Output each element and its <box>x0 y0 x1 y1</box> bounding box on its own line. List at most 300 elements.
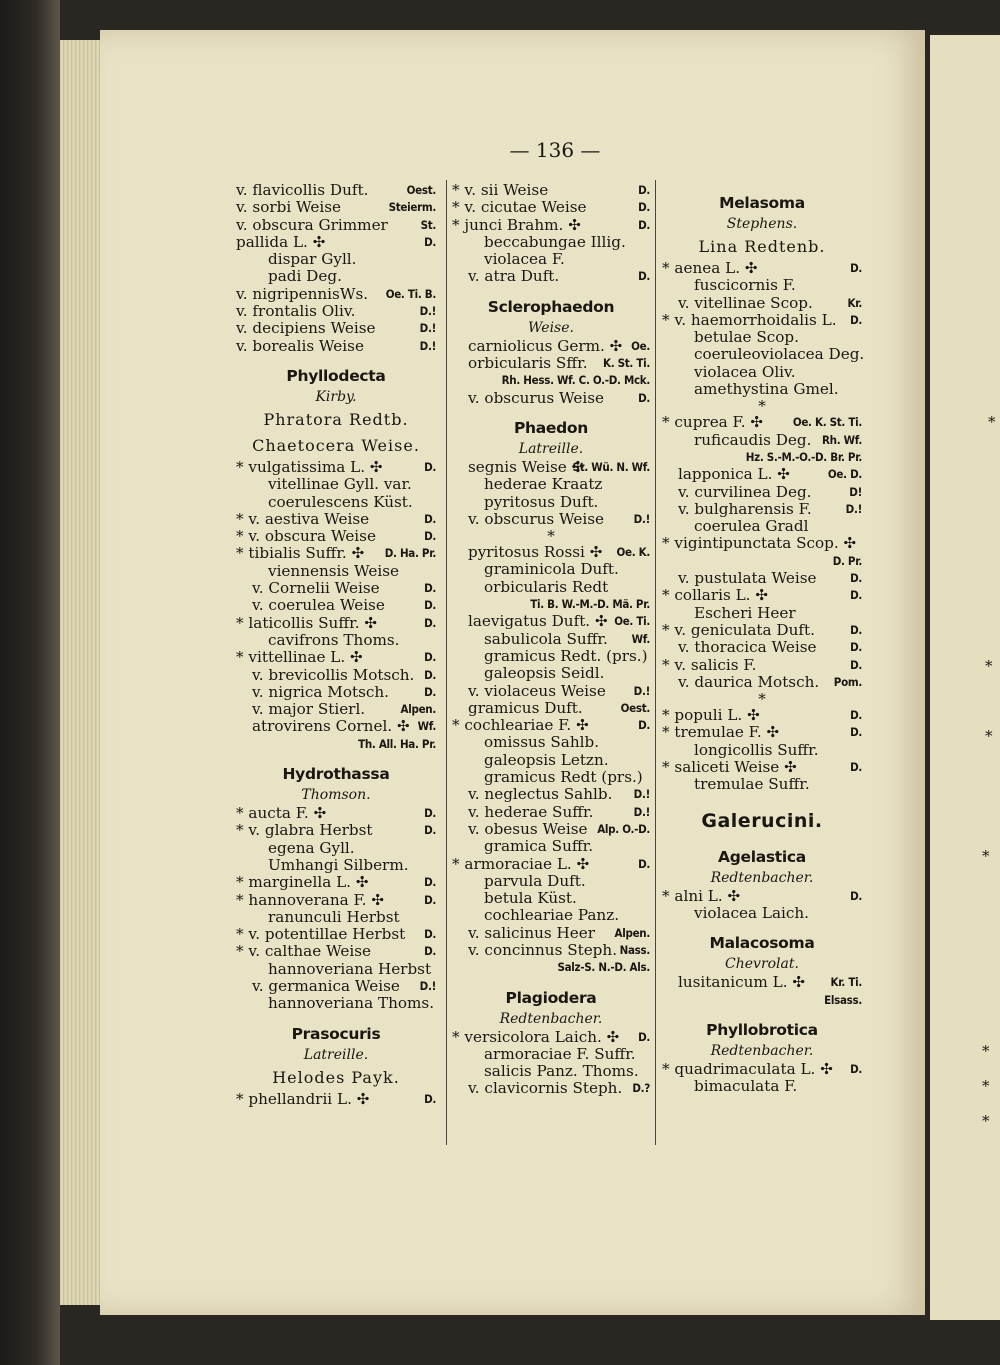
entry-name: * populi L. ✣ <box>662 706 760 725</box>
synonym-entry <box>236 251 436 268</box>
entry-name: v. obesus Weise <box>468 819 588 838</box>
synonym-genus: Phratora Redtb. <box>263 409 409 429</box>
entry-name: v. obscurus Weise <box>468 509 605 528</box>
distribution-region: D. <box>850 708 862 723</box>
distribution-region: Rh. Hess. Wf. C. O.-D. Mck. <box>501 373 650 388</box>
page-number: — 136 — <box>509 138 601 162</box>
entry-name: * aenea L. ✣ <box>662 259 758 277</box>
species-entry <box>662 484 862 501</box>
genus-heading: Melasoma <box>719 194 805 212</box>
synonym-entry <box>662 518 862 535</box>
distribution-region: D. <box>424 892 436 907</box>
entry-name: * v. geniculata Duft. <box>662 620 815 639</box>
book-spine <box>0 0 60 1365</box>
species-entry <box>452 217 650 234</box>
distribution-region: D. <box>424 529 436 544</box>
distribution-region: D.! <box>419 321 436 336</box>
entry-name: * cochleariae F. ✣ <box>452 716 589 735</box>
distribution-region: D. Pr. <box>832 553 862 568</box>
distribution-region: D. <box>638 200 650 215</box>
entry-name: * v. potentillae Herbst <box>236 925 406 944</box>
distribution-region: D. <box>850 888 862 903</box>
species-entry <box>662 414 862 431</box>
distribution-region: D. <box>424 684 436 699</box>
distribution-continuation <box>662 992 862 1009</box>
entry-name: * hannoverana F. ✣ <box>236 890 385 909</box>
species-entry <box>662 587 862 604</box>
species-entry <box>452 683 650 700</box>
synonym-entry <box>236 961 436 978</box>
distribution-region: Th. All. Ha. Pr. <box>358 736 436 751</box>
genus-heading: Phyllodecta <box>286 366 386 385</box>
distribution-region: D! <box>849 484 862 499</box>
species-entry <box>452 700 650 717</box>
species-entry <box>662 570 862 587</box>
column-left <box>236 182 436 1108</box>
next-page-edge <box>930 35 1000 1320</box>
entry-name: dispar Gyll. <box>268 250 357 269</box>
entry-name: gramicus Redt. (prs.) <box>484 646 648 665</box>
species-entry <box>452 942 650 959</box>
genus-heading: Phyllobrotica <box>706 1020 818 1039</box>
entry-name: gramicus Redt (prs.) <box>484 768 643 787</box>
species-entry <box>452 925 650 942</box>
species-entry <box>452 856 650 873</box>
entry-name: lusitanicum L. ✣ <box>678 973 806 992</box>
species-entry <box>452 390 650 407</box>
synonym-entry <box>452 494 650 511</box>
species-entry <box>236 545 436 562</box>
entry-name: * v. obscura Weise <box>236 527 376 546</box>
entry-name: * tremulae F. ✣ <box>662 723 780 742</box>
entry-name: parvula Duft. <box>484 871 586 890</box>
synonym-entry <box>662 1078 862 1095</box>
entry-name: * quadrimaculata L. ✣ <box>662 1059 833 1078</box>
next-page-mark: * <box>985 727 993 745</box>
distribution-region: D. <box>850 725 862 740</box>
distribution-region: St. <box>420 217 436 232</box>
distribution-region: Oe. K. <box>616 545 650 560</box>
species-entry <box>662 974 862 991</box>
distribution-region: D. <box>424 875 436 890</box>
species-entry <box>236 892 436 909</box>
distribution-region: D. <box>424 615 436 630</box>
page-edges <box>60 40 105 1305</box>
synonym-entry <box>452 665 650 682</box>
species-entry <box>662 295 862 312</box>
entry-name: egena Gyll. <box>268 838 355 857</box>
genus-heading: Agelastica <box>718 847 806 866</box>
entry-name: Escheri Heer <box>694 603 796 622</box>
distribution-region: Wf. <box>631 631 650 646</box>
entry-name: carniolicus Germ. ✣ <box>468 336 623 355</box>
species-entry <box>236 874 436 891</box>
distribution-region: D.! <box>419 304 436 319</box>
entry-name: * vulgatissima L. ✣ <box>236 457 383 476</box>
entry-name: tremulae Suffr. <box>694 775 810 794</box>
distribution-continuation <box>662 449 862 466</box>
species-entry <box>662 639 862 656</box>
entry-name: gramicus Duft. <box>468 698 583 717</box>
species-entry <box>236 303 436 320</box>
distribution-continuation <box>452 596 650 613</box>
entry-name: violacea Oliv. <box>694 362 796 381</box>
entry-name: * collaris L. ✣ <box>662 586 769 605</box>
entry-name: v. hederae Suffr. <box>468 802 594 821</box>
entry-name: betulae Scop. <box>694 328 799 347</box>
species-entry <box>236 1091 436 1108</box>
distribution-region: D. <box>424 511 436 526</box>
entry-name: cochleariae Panz. <box>484 906 620 925</box>
distribution-region: D. <box>850 588 862 603</box>
separator-asterisk: * <box>547 527 555 546</box>
species-entry <box>236 684 436 701</box>
entry-name: v. clavicornis Steph. <box>468 1079 623 1098</box>
species-entry <box>236 217 436 234</box>
column-divider <box>655 180 656 1145</box>
author-line: Redtenbacher. <box>499 1010 603 1027</box>
entry-name: v. obscurus Weise <box>468 388 605 407</box>
synonym-entry <box>236 476 436 493</box>
tribe-heading: Galerucini. <box>701 809 823 832</box>
synonym-entry <box>452 873 650 890</box>
distribution-region: Oest. <box>620 700 650 715</box>
synonym-entry <box>662 364 862 381</box>
synonym-entry <box>452 769 650 786</box>
distribution-region: D. <box>850 657 862 672</box>
distribution-region: Oe. Ti. <box>614 614 650 629</box>
entry-name: bimaculata F. <box>694 1077 798 1096</box>
entry-name: * v. sii Weise <box>452 181 549 199</box>
distribution-region: Alp. O.-D. <box>597 821 650 836</box>
synonym-entry <box>452 752 650 769</box>
genus-heading: Phaedon <box>513 418 589 437</box>
synonym-entry <box>662 345 865 364</box>
distribution-region: D. <box>424 806 436 821</box>
species-entry <box>236 338 436 355</box>
species-entry <box>236 459 436 476</box>
distribution-region: D. <box>638 1029 650 1044</box>
synonym-entry <box>236 857 436 874</box>
entry-name: pallida L. ✣ <box>236 232 326 251</box>
author-line: Latreille. <box>518 440 584 457</box>
distribution-region: K. St. Ti. <box>602 356 650 371</box>
species-entry <box>236 822 436 839</box>
distribution-region: Oe. Ti. B. <box>385 286 436 301</box>
entry-name: v. borealis Weise <box>236 336 364 355</box>
species-entry <box>662 724 862 741</box>
synonym-entry <box>452 234 650 251</box>
species-entry <box>452 1029 650 1046</box>
entry-name: ranunculi Herbst <box>268 907 400 926</box>
species-entry <box>236 199 436 216</box>
next-page-mark: * <box>982 1112 990 1130</box>
distribution-region: D. <box>424 598 436 613</box>
entry-name: v. bulgharensis F. <box>678 499 812 518</box>
entry-name: armoraciae F. Suffr. <box>484 1044 636 1063</box>
synonym-entry <box>452 631 650 648</box>
entry-name: v. sorbi Weise <box>236 198 342 217</box>
entry-name: v. major Stierl. <box>252 700 366 719</box>
species-entry <box>452 1080 650 1097</box>
entry-name: * junci Brahm. ✣ <box>452 215 581 234</box>
genus-heading: Plagiodera <box>505 988 597 1007</box>
species-entry <box>452 355 650 372</box>
next-page-mark: * <box>982 847 990 865</box>
author-line: Stephens. <box>726 216 798 232</box>
species-entry <box>662 260 862 277</box>
synonym-entry <box>662 432 862 449</box>
synonym-entry <box>452 476 650 493</box>
species-entry <box>236 580 436 597</box>
entry-name: * armoraciae L. ✣ <box>452 854 590 873</box>
entry-name: segnis Weise ✣ <box>468 457 585 476</box>
entry-name: * saliceti Weise ✣ <box>662 758 797 777</box>
distribution-region: D. <box>850 622 862 637</box>
distribution-region: Alpen. <box>614 925 650 940</box>
synonym-entry <box>452 251 650 268</box>
distribution-region: D. <box>424 459 436 474</box>
distribution-region: D.! <box>633 804 650 819</box>
species-entry <box>662 759 862 776</box>
distribution-region: Kr. <box>847 295 862 310</box>
distribution-continuation <box>452 372 650 389</box>
distribution-region: Rh. Wf. <box>822 432 862 447</box>
synonym-entry <box>452 907 650 924</box>
entry-name: orbicularis Sffr. <box>468 354 588 373</box>
synonym-entry <box>452 1063 650 1080</box>
synonym-genus: Helodes Payk. <box>272 1067 400 1087</box>
entry-name: v. neglectus Sahlb. <box>468 785 613 804</box>
author-line: Chevrolat. <box>725 956 799 973</box>
distribution-region: D. <box>424 581 436 596</box>
distribution-region: D.! <box>419 338 436 353</box>
genus-heading: Malacosoma <box>709 934 815 953</box>
synonym-entry <box>452 734 650 751</box>
species-entry <box>452 613 650 630</box>
entry-name: * v. aestiva Weise <box>236 509 370 528</box>
genus-heading: Prasocuris <box>291 1024 381 1043</box>
entry-name: * v. calthae Weise <box>236 942 372 961</box>
distribution-region: D. <box>424 667 436 682</box>
entry-name: galeopsis Seidl. <box>484 664 605 683</box>
entry-name: lapponica L. ✣ <box>678 465 790 484</box>
distribution-region: Steierm. <box>388 200 436 215</box>
separator-asterisk: * <box>758 397 766 416</box>
author-line: Weise. <box>528 319 574 336</box>
distribution-region: D. <box>850 571 862 586</box>
entry-name: v. daurica Motsch. <box>678 672 820 691</box>
entry-name: salicis Panz. Thoms. <box>484 1062 639 1081</box>
distribution-continuation <box>236 736 436 753</box>
distribution-region: Alpen. <box>400 702 436 717</box>
distribution-continuation <box>662 553 862 570</box>
distribution-region: D.! <box>419 978 436 993</box>
distribution-region: Salz-S. N.-D. Als. <box>557 960 650 975</box>
species-entry <box>236 511 436 528</box>
entry-name: longicollis Suffr. <box>694 740 819 759</box>
distribution-region: D.! <box>845 501 862 516</box>
distribution-region: Ti. B. W.-M.-D. Mä. Pr. <box>530 597 650 612</box>
entry-name: * v. haemorrhoidalis L. <box>662 310 837 329</box>
synonym-entry <box>236 995 436 1012</box>
species-entry <box>662 674 862 691</box>
species-entry <box>236 234 436 251</box>
species-entry <box>236 701 436 718</box>
distribution-region: Kr. Ti. <box>830 975 862 990</box>
distribution-region: Oe. K. St. Ti. <box>792 415 862 430</box>
distribution-region: D. <box>638 183 650 197</box>
distribution-region: D. <box>638 390 650 405</box>
species-entry <box>236 943 436 960</box>
species-entry <box>236 286 436 303</box>
synonym-entry <box>662 277 862 294</box>
synonym-entry <box>662 905 862 922</box>
entry-name: vitellinae Gyll. var. <box>268 475 412 494</box>
species-entry <box>662 466 862 483</box>
entry-name: v. atra Duft. <box>468 267 560 286</box>
synonym-entry <box>452 1046 650 1063</box>
synonym-entry <box>662 329 862 346</box>
entry-name: omissus Sahlb. <box>484 733 600 752</box>
entry-name: * cuprea F. ✣ <box>662 413 764 432</box>
distribution-region: D. <box>850 312 862 327</box>
distribution-region: Oest. <box>406 183 436 197</box>
species-entry <box>452 717 650 734</box>
column-right <box>662 182 865 1096</box>
species-entry <box>236 667 436 684</box>
entry-name: * aucta F. ✣ <box>236 804 327 823</box>
distribution-region: D.! <box>633 787 650 802</box>
entry-name: v. nigrica Motsch. <box>252 682 390 701</box>
species-entry <box>662 657 862 674</box>
synonym-entry <box>452 838 650 855</box>
distribution-region: D. <box>638 718 650 733</box>
entry-name: violacea Laich. <box>694 903 809 922</box>
column-divider <box>446 180 447 1145</box>
species-entry <box>236 615 436 632</box>
species-entry <box>236 805 436 822</box>
entry-name: galeopsis Letzn. <box>484 750 609 769</box>
entry-name: graminicola Duft. <box>484 560 619 579</box>
distribution-region: D. <box>850 1061 862 1076</box>
entry-name: laevigatus Duft. ✣ <box>468 612 608 631</box>
entry-name: betula Küst. <box>484 889 577 908</box>
synonym-entry <box>662 605 862 622</box>
entry-name: * versicolora Laich. ✣ <box>452 1027 620 1046</box>
entry-name: ruficaudis Deg. <box>694 430 812 449</box>
entry-name: v. flavicollis Duft. <box>236 181 369 199</box>
synonym-entry <box>452 890 650 907</box>
distribution-region: D.! <box>633 511 650 526</box>
entry-name: atrovirens Cornel. ✣ <box>252 717 410 736</box>
species-entry <box>662 501 862 518</box>
entry-name: v. pustulata Weise <box>678 569 817 588</box>
entry-name: v. concinnus Steph. <box>468 940 618 959</box>
entry-name: * v. salicis F. <box>662 655 757 674</box>
entry-name: v. nigripennisWs. <box>236 284 369 303</box>
next-page-mark: * <box>982 1077 990 1095</box>
synonym-entry <box>662 776 862 793</box>
synonym-entry <box>236 909 436 926</box>
distribution-region: D. <box>424 927 436 942</box>
distribution-region: D. <box>638 269 650 284</box>
species-entry <box>236 926 436 943</box>
species-entry <box>452 199 650 216</box>
author-line: Kirby. <box>315 388 357 405</box>
entry-name: * vittellinae L. ✣ <box>236 648 363 667</box>
entry-name: pyritosus Rossi ✣ <box>468 543 603 562</box>
synonym-entry <box>236 563 436 580</box>
distribution-region: D. <box>850 261 862 275</box>
distribution-region: D.? <box>632 1081 650 1096</box>
entry-name: gramica Suffr. <box>484 837 594 856</box>
species-entry <box>452 182 650 199</box>
entry-name: v. curvilinea Deg. <box>678 482 812 501</box>
author-line: Thomson. <box>301 787 371 804</box>
entry-name: beccabungae Illig. <box>484 232 626 251</box>
distribution-region: D. <box>424 650 436 665</box>
entry-name: v. thoracica Weise <box>678 638 817 657</box>
entry-name: * laticollis Suffr. ✣ <box>236 613 378 632</box>
entry-name: amethystina Gmel. <box>694 380 839 399</box>
entry-name: v. vitellinae Scop. <box>678 293 813 312</box>
next-page-mark: * <box>982 1042 990 1060</box>
synonym-entry <box>662 742 862 759</box>
synonym-entry <box>236 494 436 511</box>
synonym-entry <box>236 268 436 285</box>
distribution-region: D. <box>424 234 436 249</box>
author-line: Redtenbacher. <box>710 1042 814 1059</box>
synonym-genus: Chaetocera Weise. <box>252 435 420 455</box>
next-page-mark: * <box>988 413 996 431</box>
genus-heading: Hydrothassa <box>282 765 390 784</box>
distribution-region: Oe. <box>631 338 650 353</box>
synonym-entry <box>236 632 436 649</box>
entry-name: pyritosus Duft. <box>484 492 599 511</box>
species-entry <box>452 804 650 821</box>
entry-name: fuscicornis F. <box>694 276 796 295</box>
genus-heading: Sclerophaedon <box>487 297 615 316</box>
distribution-region: D. <box>638 217 650 232</box>
species-entry <box>662 622 862 639</box>
distribution-region: Wf. <box>417 719 436 734</box>
entry-name: hannoveriana Thoms. <box>268 994 435 1013</box>
entry-name: v. frontalis Oliv. <box>236 302 356 321</box>
entry-name: v. Cornelii Weise <box>252 579 380 598</box>
entry-name: coerulescens Küst. <box>268 492 413 511</box>
entry-name: Umhangi Silberm. <box>268 855 409 874</box>
species-entry <box>662 1061 862 1078</box>
distribution-region: D. <box>424 1091 436 1106</box>
entry-name: coerulea Gradl <box>694 517 809 536</box>
entry-name: padi Deg. <box>268 267 342 286</box>
entry-name: violacea F. <box>484 250 565 269</box>
species-entry <box>236 718 436 735</box>
synonym-entry <box>662 381 862 398</box>
species-entry <box>452 786 650 803</box>
entry-name: v. violaceus Weise <box>468 681 606 700</box>
species-entry <box>662 535 862 552</box>
entry-name: cavifrons Thoms. <box>268 630 400 649</box>
distribution-region: Elsass. <box>824 992 862 1007</box>
species-entry <box>662 707 862 724</box>
entry-name: * marginella L. ✣ <box>236 873 369 892</box>
author-line: Latreille. <box>303 1046 369 1063</box>
synonym-entry <box>452 579 650 596</box>
species-entry <box>236 320 436 337</box>
entry-name: * v. cicutae Weise <box>452 198 587 217</box>
